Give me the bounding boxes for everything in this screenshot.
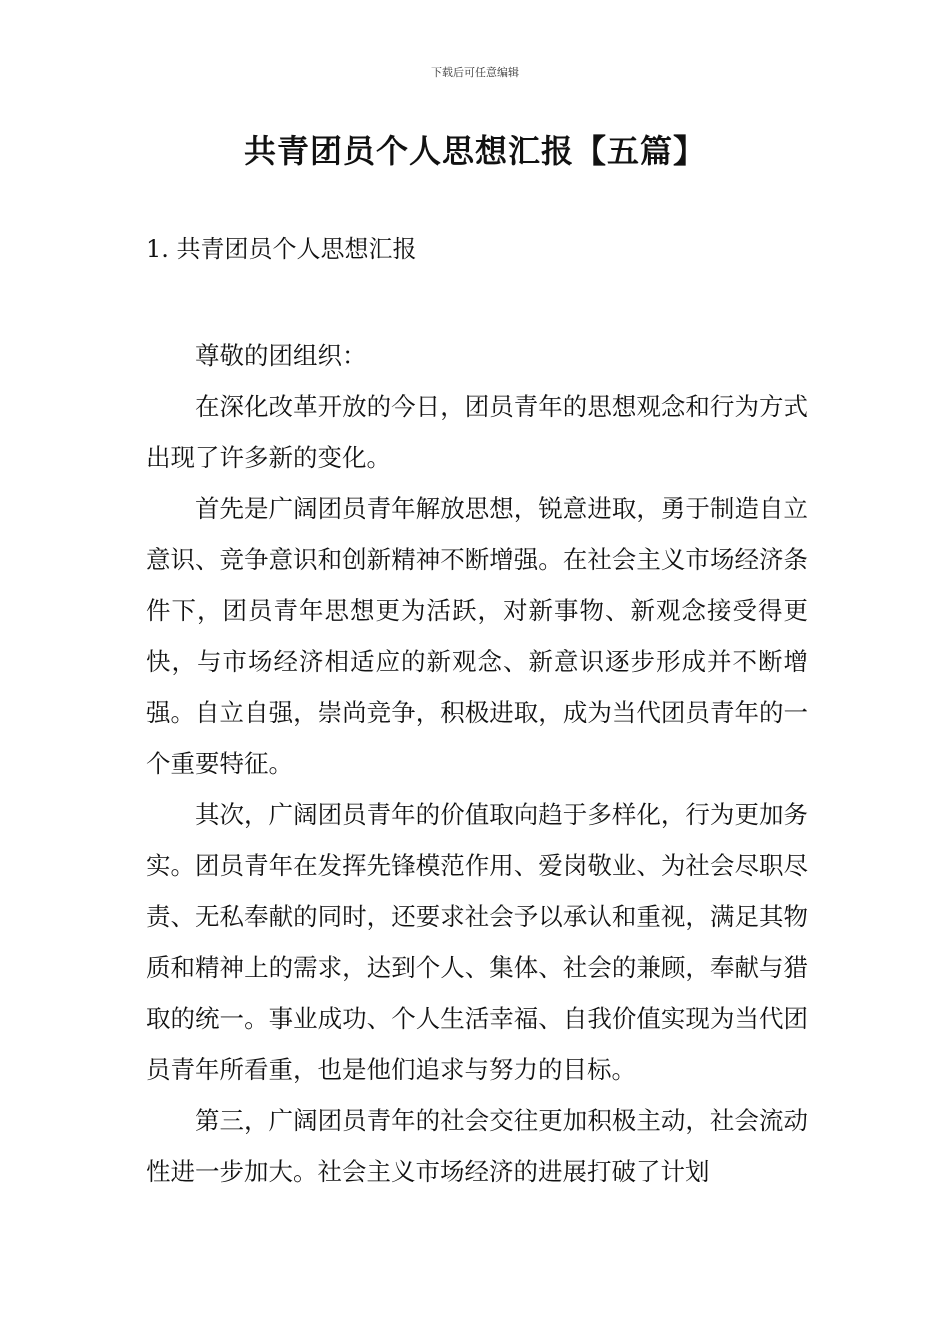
document-title: 共青团员个人思想汇报【五篇】 <box>243 132 706 170</box>
body-text <box>146 330 808 1197</box>
paragraph-3: 其次，广阔团员青年的价值取向趋于多样化，行为更加务实。团员青年在发挥先锋模范作用、爱岗敬业、为社会尽职尽责、无私奉献的同时，还要求社会予以承认和重视，满足其物质和精神上的需求，达到个人、集体、社会的兼顾，奉献与猎取的统一。事业成功、个人生活幸福、自我价值实现为当代团员青年所看重，也是他们追求与努力的目标。 <box>146 800 808 1084</box>
paragraph-1: 在深化改革开放的今日，团员青年的思想观念和行为方式出现了许多新的变化。 <box>146 392 808 472</box>
section-heading: 1. 共青团员个人思想汇报 <box>146 235 417 263</box>
salutation: 尊敬的团组织： <box>195 341 367 370</box>
header-note: 下载后可任意编辑 <box>431 66 519 79</box>
paragraph-4: 第三，广阔团员青年的社会交往更加积极主动，社会流动性进一步加大。社会主义市场经济的进展打破了计划 <box>146 1106 808 1186</box>
paragraph-2: 首先是广阔团员青年解放思想，锐意进取，勇于制造自立意识、竞争意识和创新精神不断增强。在社会主义市场经济条件下，团员青年思想更为活跃，对新事物、新观念接受得更快，与市场经济相适应的新观念、新意识逐步形成并不断增强。自立自强，崇尚竞争，积极进取，成为当代团员青年的一个重要特征。 <box>146 494 808 778</box>
